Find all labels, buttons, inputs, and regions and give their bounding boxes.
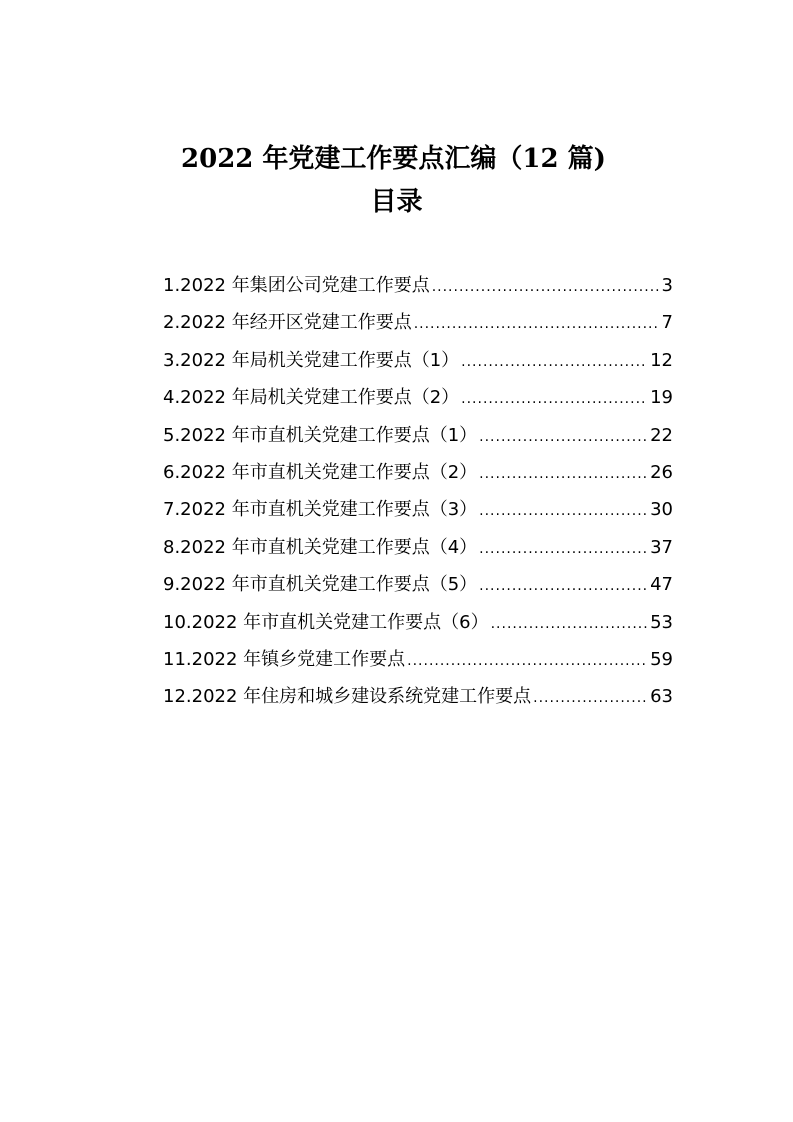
toc-entry[interactable] bbox=[163, 420, 673, 457]
toc-entry-label: 10.2022 年市直机关党建工作要点（6） bbox=[163, 611, 489, 633]
toc-entry[interactable] bbox=[163, 307, 673, 344]
toc-entry-label: 7.2022 年市直机关党建工作要点（3） bbox=[163, 499, 478, 521]
toc-entry-page: 53 bbox=[650, 611, 673, 633]
table-of-contents bbox=[163, 270, 673, 719]
toc-entry-label: 9.2022 年市直机关党建工作要点（5） bbox=[163, 574, 478, 596]
toc-dot-leader bbox=[479, 458, 648, 490]
toc-entry[interactable] bbox=[163, 457, 673, 494]
toc-dot-leader bbox=[533, 682, 648, 714]
toc-entry-page: 47 bbox=[650, 574, 673, 596]
toc-entry-page: 19 bbox=[650, 387, 673, 409]
toc-entry[interactable] bbox=[163, 569, 673, 606]
toc-dot-leader bbox=[407, 645, 648, 677]
toc-dot-leader bbox=[479, 495, 648, 527]
toc-entry[interactable] bbox=[163, 270, 673, 307]
toc-dot-leader bbox=[491, 608, 648, 640]
toc-entry-label: 8.2022 年市直机关党建工作要点（4） bbox=[163, 536, 478, 558]
toc-entry-page: 22 bbox=[650, 424, 673, 446]
toc-entry[interactable] bbox=[163, 382, 673, 419]
toc-dot-leader bbox=[461, 383, 648, 415]
toc-entry-label: 3.2022 年局机关党建工作要点（1） bbox=[163, 349, 460, 371]
toc-entry-page: 7 bbox=[661, 312, 673, 334]
toc-entry-label: 5.2022 年市直机关党建工作要点（1） bbox=[163, 424, 478, 446]
document-title: 2022 年党建工作要点汇编（12 篇) bbox=[181, 144, 606, 174]
toc-entry-label: 1.2022 年集团公司党建工作要点 bbox=[163, 275, 430, 296]
toc-entry[interactable] bbox=[163, 345, 673, 382]
toc-dot-leader bbox=[461, 346, 648, 378]
toc-entry-page: 37 bbox=[650, 536, 673, 558]
toc-entry-label: 11.2022 年镇乡党建工作要点 bbox=[163, 648, 406, 670]
toc-entry-label: 6.2022 年市直机关党建工作要点（2） bbox=[163, 461, 478, 483]
toc-entry[interactable] bbox=[163, 644, 673, 681]
toc-entry-label: 2.2022 年经开区党建工作要点 bbox=[163, 312, 412, 334]
toc-entry[interactable] bbox=[163, 681, 673, 718]
toc-entry-label: 4.2022 年局机关党建工作要点（2） bbox=[163, 387, 460, 409]
toc-dot-leader bbox=[432, 271, 660, 303]
toc-dot-leader bbox=[479, 570, 648, 602]
toc-entry-page: 12 bbox=[650, 349, 673, 371]
toc-entry-page: 3 bbox=[661, 275, 673, 296]
toc-dot-leader bbox=[414, 308, 660, 340]
toc-entry-page: 63 bbox=[650, 686, 673, 708]
toc-entry[interactable] bbox=[163, 607, 673, 644]
toc-entry-label: 12.2022 年住房和城乡建设系统党建工作要点 bbox=[163, 686, 532, 708]
toc-dot-leader bbox=[479, 533, 648, 565]
toc-entry-page: 59 bbox=[650, 648, 673, 670]
toc-dot-leader bbox=[479, 421, 648, 453]
toc-entry-page: 30 bbox=[650, 499, 673, 521]
toc-entry[interactable] bbox=[163, 532, 673, 569]
toc-entry-page: 26 bbox=[650, 461, 673, 483]
toc-heading: 目录 bbox=[370, 187, 423, 217]
toc-entry[interactable] bbox=[163, 494, 673, 531]
